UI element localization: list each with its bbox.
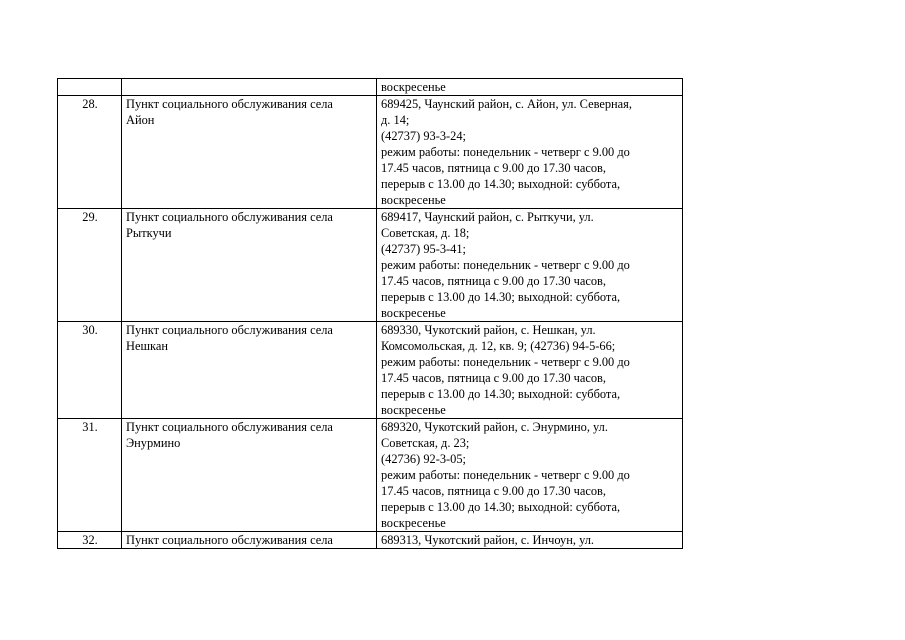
row-number: 31. bbox=[58, 419, 122, 532]
row-number: 29. bbox=[58, 209, 122, 322]
table-row bbox=[58, 532, 683, 549]
table-row bbox=[58, 79, 683, 96]
service-point-name: Пункт социального обслуживания села Рыткучи bbox=[122, 209, 377, 322]
service-point-details: 689425, Чаунский район, с. Айон, ул. Северная, д. 14; (42737) 93-3-24; режим работы: понедельник - четверг с 9.00 до 17.45 часов, пятница с 9.00 до 17.30 часов, перерыв с 13.00 до 14.30; выходной: суббота, воскресенье bbox=[377, 96, 683, 209]
service-point-details: 689330, Чукотский район, с. Нешкан, ул. Комсомольская, д. 12, кв. 9; (42736) 94-5-66; режим работы: понедельник - четверг с 9.00 до 17.45 часов, пятница с 9.00 до 17.30 часов, перерыв с 13.00 до 14.30; выходной: суббота, воскресенье bbox=[377, 322, 683, 419]
social-service-points-table bbox=[57, 78, 683, 549]
service-point-details: 689417, Чаунский район, с. Рыткучи, ул. Советская, д. 18; (42737) 95-3-41; режим работы: понедельник - четверг с 9.00 до 17.45 часов, пятница с 9.00 до 17.30 часов, перерыв с 13.00 до 14.30; выходной: суббота, воскресенье bbox=[377, 209, 683, 322]
row-number: 32. bbox=[58, 532, 122, 549]
row-number: 30. bbox=[58, 322, 122, 419]
table-row bbox=[58, 322, 683, 419]
table-row bbox=[58, 209, 683, 322]
service-point-name: Пункт социального обслуживания села Энурмино bbox=[122, 419, 377, 532]
row-number bbox=[58, 79, 122, 96]
service-point-name: Пункт социального обслуживания села bbox=[122, 532, 377, 549]
service-point-name: Пункт социального обслуживания села Айон bbox=[122, 96, 377, 209]
service-point-details: воскресенье bbox=[377, 79, 683, 96]
row-number: 28. bbox=[58, 96, 122, 209]
service-point-name bbox=[122, 79, 377, 96]
service-point-details: 689320, Чукотский район, с. Энурмино, ул. Советская, д. 23; (42736) 92-3-05; режим работы: понедельник - четверг с 9.00 до 17.45 часов, пятница с 9.00 до 17.30 часов, перерыв с 13.00 до 14.30; выходной: суббота, воскресенье bbox=[377, 419, 683, 532]
service-point-details: 689313, Чукотский район, с. Инчоун, ул. bbox=[377, 532, 683, 549]
service-point-name: Пункт социального обслуживания села Нешкан bbox=[122, 322, 377, 419]
table-row bbox=[58, 419, 683, 532]
table-row bbox=[58, 96, 683, 209]
